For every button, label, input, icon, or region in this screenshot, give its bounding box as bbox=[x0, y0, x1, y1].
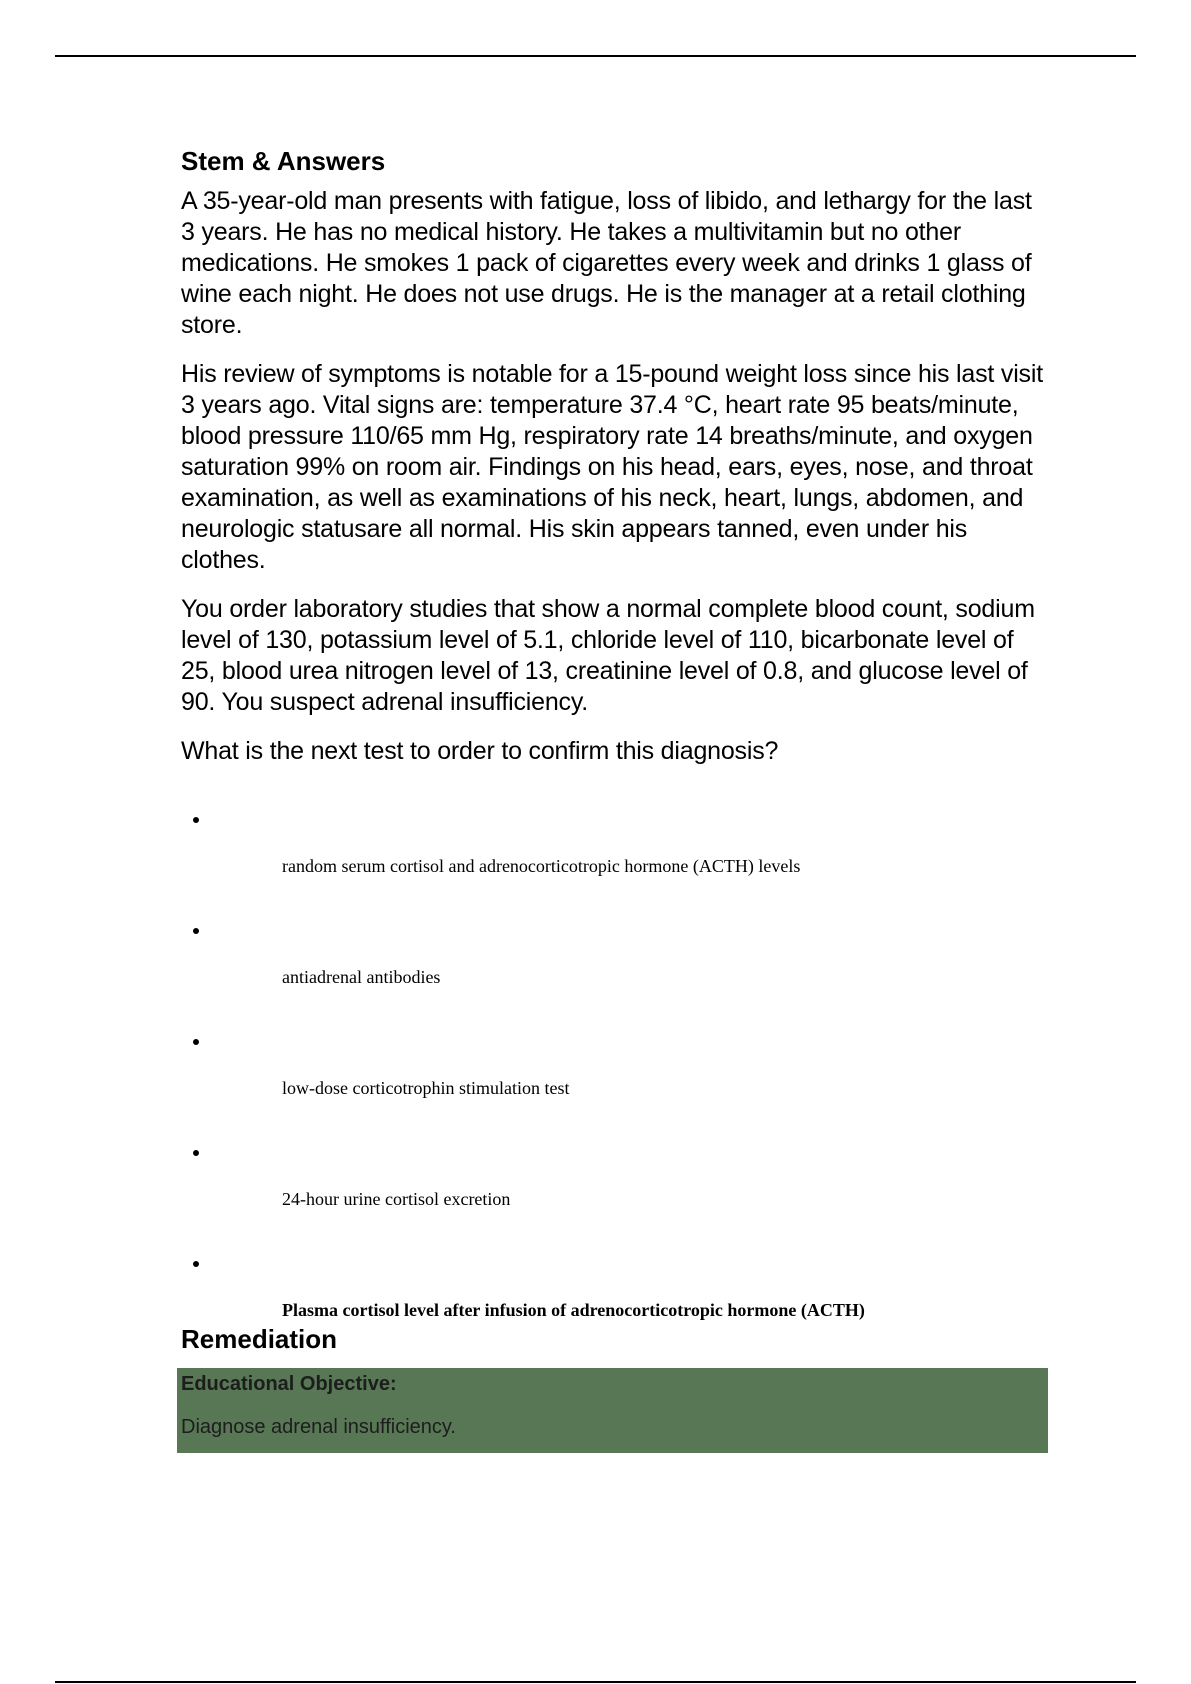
answer-option-a[interactable] bbox=[181, 785, 1051, 896]
top-rule bbox=[55, 55, 1136, 57]
objective-label: Educational Objective: bbox=[181, 1373, 397, 1395]
bullet-icon bbox=[193, 928, 199, 934]
answer-text: Plasma cortisol level after infusion of adrenocorticotropic hormone (ACTH) bbox=[282, 1300, 865, 1320]
stem-paragraph-history: A 35-year-old man presents with fatigue, loss of libido, and lethargy for the last 3 years. He has no medical history. He takes a multivitamin but no other medications. He smokes 1 pack of cigarettes every week and drinks 1 glass of wine each night. He does not use drugs. He is the manager at a retail clothing store. bbox=[181, 187, 1032, 339]
stem-title: Stem & Answers bbox=[181, 146, 386, 176]
stem-paragraph-labs: You order laboratory studies that show a normal complete blood count, sodium level of 130, potassium level of 5.1, chloride level of 110, bicarbonate level of 25, blood urea nitrogen level of 13, creatinine level of 0.8, and glucose level of 90. You suspect adrenal insufficiency. bbox=[181, 595, 1035, 716]
answer-option-c[interactable] bbox=[181, 1007, 1051, 1118]
stem-paragraph-exam: His review of symptoms is notable for a 15-pound weight loss since his last visit 3 years ago. Vital signs are: temperature 37.4 °C, heart rate 95 beats/minute, blood pressure 110/65 mm Hg, respiratory rate 14 breaths/minute, and oxygen saturation 99% on room air. Findings on his head, ears, eyes, nose, and throat examination, as well as examinations of his neck, heart, lungs, abdomen, and neurologic statusare all normal. His skin appears tanned, even under his clothes. bbox=[181, 360, 1043, 574]
educational-objective-box bbox=[177, 1368, 1048, 1453]
answer-option-b[interactable] bbox=[181, 896, 1051, 1007]
bullet-icon bbox=[193, 1039, 199, 1045]
remediation-title: Remediation bbox=[181, 1324, 338, 1354]
bullet-icon bbox=[193, 817, 199, 823]
answer-list bbox=[181, 785, 1051, 1340]
answer-text: 24-hour urine cortisol excretion bbox=[282, 1189, 511, 1209]
bullet-icon bbox=[193, 1150, 199, 1156]
objective-text: Diagnose adrenal insufficiency. bbox=[181, 1416, 456, 1438]
stem-section bbox=[181, 144, 1051, 1340]
answer-text: antiadrenal antibodies bbox=[282, 967, 441, 987]
bottom-rule bbox=[55, 1681, 1136, 1683]
bullet-icon bbox=[193, 1261, 199, 1267]
answer-text: random serum cortisol and adrenocorticotropic hormone (ACTH) levels bbox=[282, 856, 801, 876]
answer-text: low-dose corticotrophin stimulation test bbox=[282, 1078, 570, 1098]
answer-option-d[interactable] bbox=[181, 1118, 1051, 1229]
stem-question: What is the next test to order to confirm this diagnosis? bbox=[181, 737, 779, 765]
